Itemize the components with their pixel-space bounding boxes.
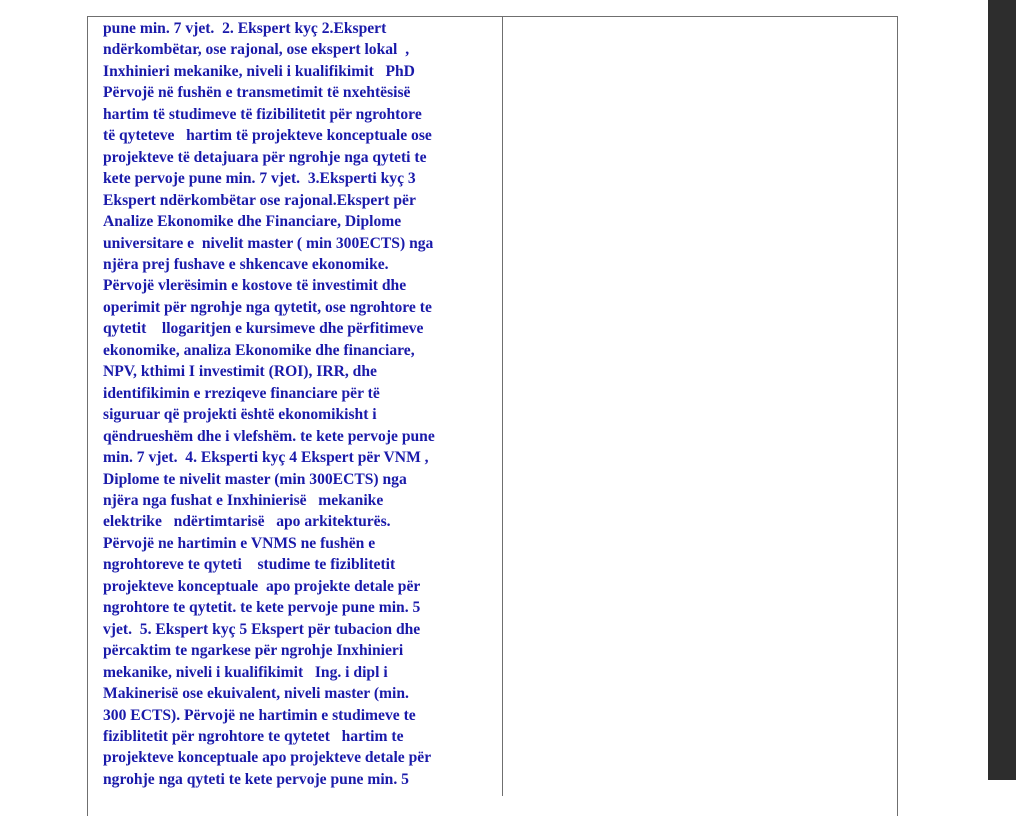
text-line: njëra nga fushat e Inxhinierisë mekanike (103, 491, 384, 509)
text-line: min. 7 vjet. 4. Eksperti kyç 4 Ekspert për VNM , (103, 449, 429, 467)
text-line: projekteve konceptuale apo projekte detale për (103, 577, 421, 595)
text-line: ndërkombëtar, ose rajonal, ose ekspert lokal , (103, 41, 410, 59)
text-line: operimit për ngrohje nga qytetit, ose ngrohtore te (103, 298, 432, 316)
text-line: siguruar që projekti është ekonomikisht i (103, 406, 377, 424)
text-line: Ekspert ndërkombëtar ose rajonal.Ekspert për (103, 191, 416, 209)
text-line: Diplome te nivelit master (min 300ECTS) nga (103, 470, 407, 488)
text-line: Inxhinieri mekanike, niveli i kualifikimit PhD (103, 62, 415, 80)
text-line: projekteve të detajuara për ngrohje nga qyteti te (103, 148, 427, 166)
text-line: Përvojë vlerësimin e kostove të investimit dhe (103, 277, 407, 295)
vertical-scrollbar[interactable] (988, 0, 1016, 780)
text-line: qëndrueshëm dhe i vlefshëm. te kete pervoje pune (103, 427, 435, 445)
text-line: Përvojë në fushën e transmetimit të nxehtësisë (103, 84, 411, 102)
text-line: fiziblitetit për ngrohtore te qytetet hartim te (103, 727, 404, 745)
text-line: pune min. 7 vjet. 2. Ekspert kyç 2.Ekspert (103, 20, 387, 37)
text-line: përcaktim te ngarkese për ngrohje Inxhinieri (103, 642, 404, 660)
text-line: projekteve konceptuale apo projekteve detale për (103, 749, 432, 767)
text-line: vjet. 5. Ekspert kyç 5 Ekspert për tubacion dhe (103, 620, 421, 638)
text-line: identifikimin e rreziqeve financiare për të (103, 384, 380, 402)
text-line: ngrohtoreve te qyteti studime te fiziblitetit (103, 556, 396, 574)
table-cell-text (103, 18, 501, 790)
text-line: hartim të studimeve të fizibilitetit për ngrohtore (103, 105, 422, 123)
text-line: të qyteteve hartim të projekteve konceptuale ose (103, 127, 432, 145)
text-line: ngrohtore te qytetit. te kete pervoje pune min. 5 (103, 599, 421, 617)
text-line: NPV, kthimi I investimit (ROI), IRR, dhe (103, 363, 377, 381)
text-line: mekanike, niveli i kualifikimit Ing. i dipl i (103, 663, 388, 681)
text-line: qytetit llogaritjen e kursimeve dhe përfitimeve (103, 320, 424, 338)
text-line: elektrike ndërtimtarisë apo arkitekturës. (103, 513, 391, 531)
text-line: universitare e nivelit master ( min 300ECTS) nga (103, 234, 434, 252)
text-line: Përvojë ne hartimin e VNMS ne fushën e (103, 534, 376, 552)
text-line: ngrohje nga qyteti te kete pervoje pune min. 5 (103, 770, 409, 788)
text-line: Analize Ekonomike dhe Financiare, Diplome (103, 213, 402, 231)
text-line: Makinerisë ose ekuivalent, niveli master (min. (103, 685, 409, 703)
column-divider (502, 16, 503, 796)
text-line: njëra prej fushave e shkencave ekonomike. (103, 255, 389, 273)
text-line: ekonomike, analiza Ekonomike dhe financiare, (103, 341, 415, 359)
text-line: 300 ECTS). Përvojë ne hartimin e studimeve te (103, 706, 416, 724)
text-line: kete pervoje pune min. 7 vjet. 3.Eksperti kyç 3 (103, 170, 416, 188)
